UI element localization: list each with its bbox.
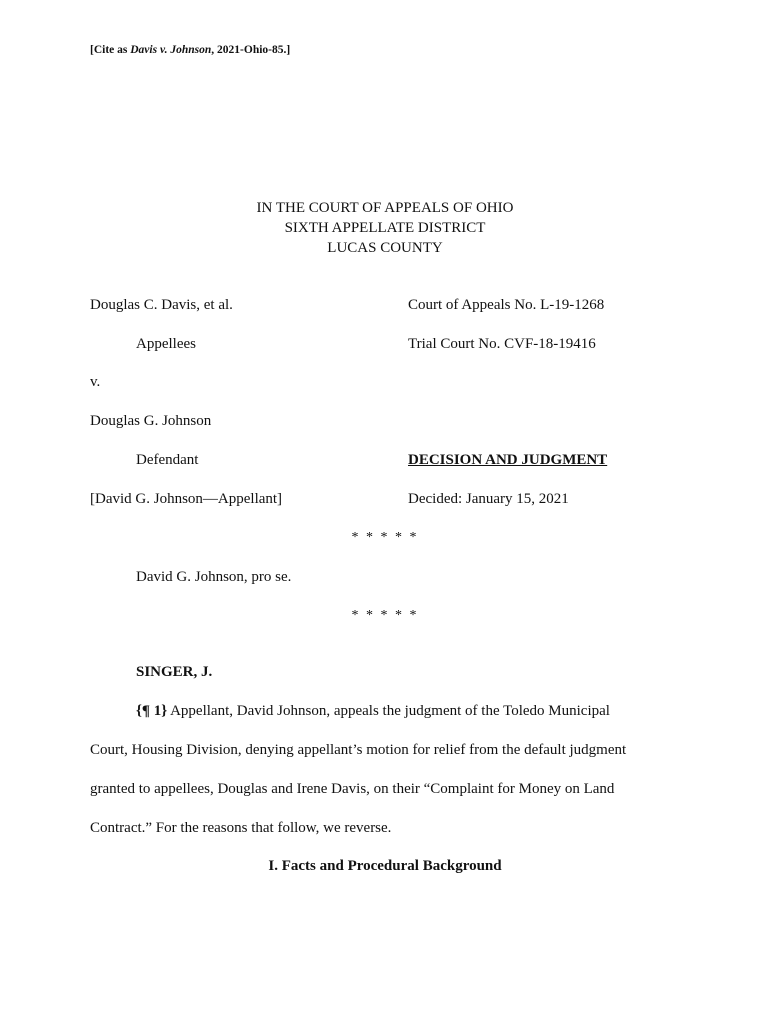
- separator-stars: * * * * *: [351, 530, 419, 545]
- paragraph-line: Contract.” For the reasons that follow, we reverse.: [90, 820, 392, 836]
- defendant-name: Douglas G. Johnson: [90, 413, 212, 429]
- plaintiff-name: Douglas C. Davis, et al.: [90, 297, 233, 313]
- citation-suffix: , 2021-Ohio-85.]: [211, 44, 291, 56]
- appellant-note: [David G. Johnson—Appellant]: [90, 491, 283, 507]
- paragraph-text: Appellant, David Johnson, appeals the judgment of the Toledo Municipal: [167, 703, 610, 719]
- appeals-number: Court of Appeals No. L-19-1268: [408, 297, 605, 313]
- versus-label: v.: [90, 374, 101, 390]
- decided-date: Decided: January 15, 2021: [408, 491, 569, 507]
- judge-name: SINGER, J.: [136, 664, 213, 680]
- court-name: IN THE COURT OF APPEALS OF OHIO: [256, 200, 514, 216]
- paragraph-line: [136, 703, 610, 720]
- citation-prefix: [Cite as: [90, 44, 131, 56]
- citation-header: [90, 44, 290, 56]
- court-district: SIXTH APPELLATE DISTRICT: [284, 220, 486, 236]
- paragraph-line: Court, Housing Division, denying appellant’s motion for relief from the default judgment: [90, 742, 627, 758]
- court-county: LUCAS COUNTY: [327, 240, 443, 256]
- section-heading: I. Facts and Procedural Background: [268, 858, 502, 874]
- paragraph-line: granted to appellees, Douglas and Irene Davis, on their “Complaint for Money on Land: [90, 781, 615, 797]
- citation-case-name: Davis v. Johnson: [130, 44, 212, 56]
- plaintiff-role: Appellees: [136, 336, 196, 352]
- counsel-line: David G. Johnson, pro se.: [136, 569, 292, 585]
- decision-title: DECISION AND JUDGMENT: [408, 452, 608, 468]
- paragraph-marker: {¶ 1}: [136, 703, 168, 719]
- trial-court-number: Trial Court No. CVF-18-19416: [408, 336, 596, 352]
- defendant-role: Defendant: [136, 452, 199, 468]
- separator-stars: * * * * *: [351, 608, 419, 623]
